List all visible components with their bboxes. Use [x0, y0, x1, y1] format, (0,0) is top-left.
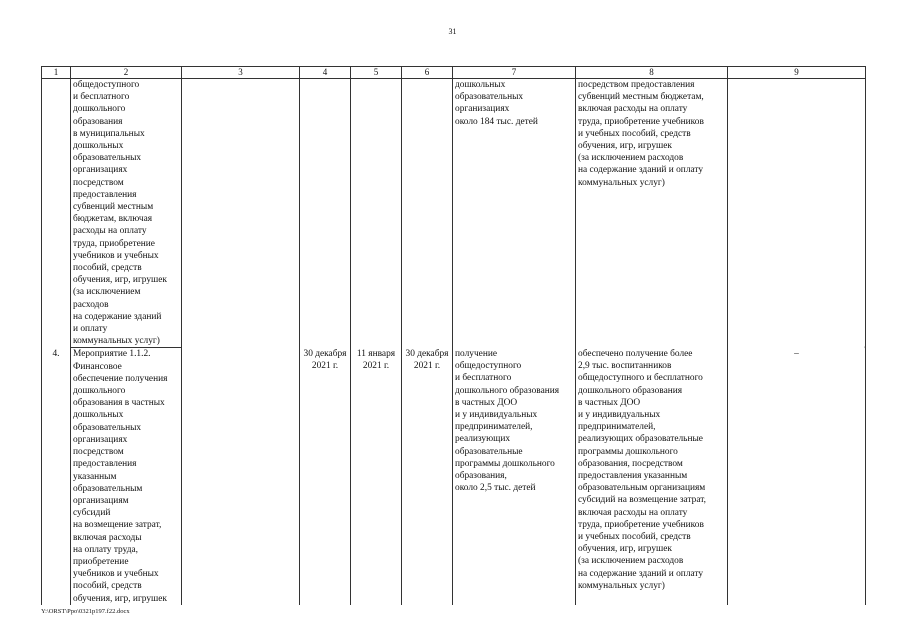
header-cell: 2	[71, 67, 182, 79]
expected-result-cell	[453, 79, 576, 605]
date-cell	[351, 79, 402, 605]
activity-description: общедоступного и бесплатного дошкольного образования в муниципальных дошкольных образовательных организациях посредством предоставления субвенций местным бюджетам, включая расходы на оплату труда, приобретение учебников и учебных пособий, средств обучения, игр, игрушек (за исключением расходов на содержание зданий и оплату коммунальных услуг)	[71, 79, 182, 348]
start-date: 11 января 2021 г.	[356, 349, 396, 372]
row-number-cell	[42, 79, 71, 605]
header-cell: 3	[182, 67, 300, 79]
header-row	[42, 67, 866, 79]
date-cell	[402, 79, 453, 605]
header-cell: 9	[728, 67, 866, 79]
table-row	[42, 79, 866, 348]
row-number: 4.	[52, 349, 60, 359]
actual-result-top: посредством предоставления субвенций местным бюджетам, включая расходы на оплату труда, приобретение учебников и учебных пособий, средств обучения, игр, игрушек (за исключением расходов на содержание зданий и оплату коммунальных услуг)	[578, 80, 704, 188]
expected-result-top: дошкольных образовательных организациях около 184 тыс. детей	[455, 80, 538, 127]
header-cell: 7	[453, 67, 576, 79]
actual-result: обеспечено получение более 2,9 тыс. воспитанников общедоступного и бесплатного дошкольного образования в частных ДОО и у индивидуальных предпринимателей, реализующих образовательные программы дошкольного образования, посредством предоставления указанным образовательным организациям субсидий на возмещение затрат, включая расходы на оплату труда, приобретение учебников и учебных пособий, средств обучения, игр, игрушек (за исключением расходов на содержание зданий и оплату коммунальных услуг)	[578, 349, 707, 591]
end-date: 30 декабря 2021 г.	[303, 349, 347, 372]
file-path-footer: Y:\ORST\Ppo\0321p197.f22.docx	[41, 608, 130, 615]
actual-result-cell	[576, 79, 728, 605]
header-cell: 1	[42, 67, 71, 79]
expected-result: получение общедоступного и бесплатного дошкольного образования в частных ДОО и у индивидуальных предпринимателей, реализующих образовательные программы дошкольного образования, около 2,5 тыс. детей	[455, 349, 560, 494]
page-number: 31	[448, 27, 457, 36]
header-cell: 4	[300, 67, 351, 79]
activity-table	[41, 66, 866, 605]
completion-date: 30 декабря 2021 г.	[405, 349, 449, 372]
margin-mark: ,	[864, 343, 866, 349]
header-cell: 6	[402, 67, 453, 79]
notes-cell	[728, 79, 866, 605]
date-cell	[300, 79, 351, 605]
header-cell: 5	[351, 67, 402, 79]
activity-name: Мероприятие 1.1.2. Финансовое обеспечение получения дошкольного образования в частных дошкольных образовательных организациях посредством предоставления указанным образовательным организациям субсидий на возмещение затрат, включая расходы на оплату труда, приобретение учебников и учебных пособий, средств обучения, игр, игрушек	[71, 348, 182, 605]
notes-value: –	[794, 349, 799, 359]
header-cell: 8	[576, 67, 728, 79]
empty-cell	[182, 79, 300, 605]
